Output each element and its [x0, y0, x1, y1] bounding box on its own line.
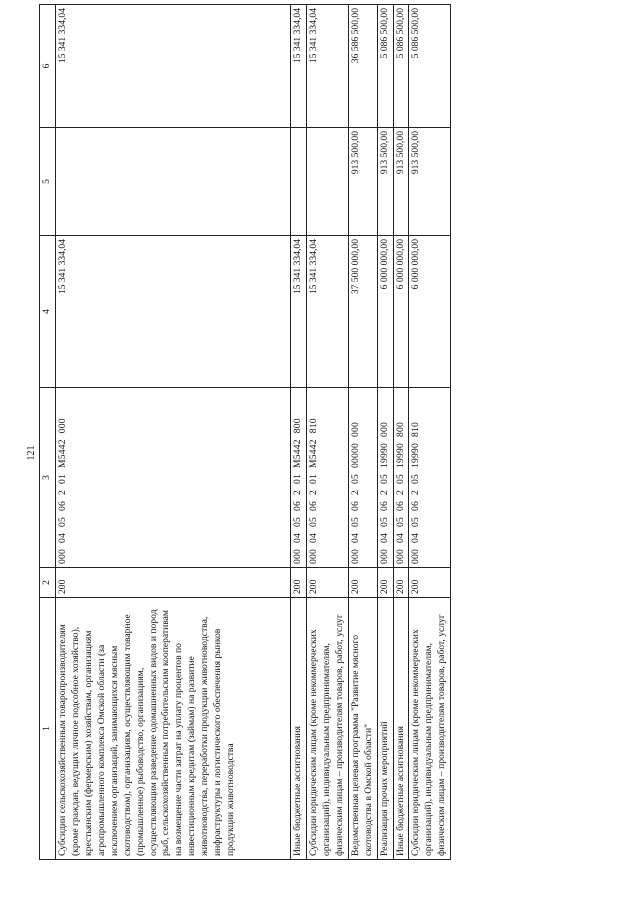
code-segment: 06 [349, 501, 361, 511]
code-segment: 2 [307, 490, 319, 495]
row-amount-col5 [55, 128, 290, 236]
code-segment: 05 [394, 517, 406, 527]
table-row [393, 5, 409, 860]
row-budget-code-cell [55, 388, 290, 568]
table-row [377, 5, 393, 860]
code-segment: 01 [56, 474, 68, 484]
code-segment: 000 [56, 418, 68, 434]
row-name-cell: Субсидии юридическим лицам (кроме некоммерческих организаций), индивидуальным предпринимателям, физическим лицам – производителям товаров, работ, услуг [409, 598, 451, 860]
row-admin-code-cell: 200 [306, 568, 348, 598]
row-amount-col4: 6 000 000,00 [393, 236, 409, 388]
code-segment: 01 [307, 474, 319, 484]
row-budget-code-cell [409, 388, 451, 568]
row-amount-col5 [306, 128, 348, 236]
row-amount-col6: 15 341 334,04 [306, 5, 348, 128]
code-segment: 05 [349, 517, 361, 527]
row-amount-col4: 15 341 334,04 [55, 236, 290, 388]
code-segment: 06 [56, 501, 68, 511]
row-amount-col5: 913 500,00 [393, 128, 409, 236]
table-row [306, 5, 348, 860]
row-name-cell: Иные бюджетные ассигнования [393, 598, 409, 860]
row-amount-col4: 15 341 334,04 [306, 236, 348, 388]
code-segment: 19990 [378, 443, 390, 468]
row-admin-code-cell: 200 [409, 568, 451, 598]
row-admin-code-cell: 200 [348, 568, 377, 598]
code-segment: 000 [349, 422, 361, 438]
code-segment: 000 [307, 549, 319, 564]
code-segment: 000 [378, 422, 390, 438]
code-segment: 05 [291, 517, 303, 527]
row-amount-col5 [290, 128, 306, 236]
table-row [409, 5, 451, 860]
row-admin-code-cell: 200 [55, 568, 290, 598]
code-segment: 810 [410, 422, 422, 438]
row-budget-code-cell [348, 388, 377, 568]
header-cell: 6 [40, 5, 56, 128]
table-row [348, 5, 377, 860]
code-segment: 800 [394, 422, 406, 438]
code-segment: 04 [410, 533, 422, 543]
code-segment: 06 [291, 501, 303, 511]
header-cell: 3 [40, 388, 56, 568]
row-amount-col4: 6 000 000,00 [409, 236, 451, 388]
row-amount-col6: 15 341 334,04 [55, 5, 290, 128]
code-segment: 06 [394, 501, 406, 511]
header-cell: 2 [40, 568, 56, 598]
code-segment: 04 [307, 533, 319, 543]
code-segment: 000 [56, 549, 68, 564]
code-segment: 800 [291, 418, 303, 434]
row-amount-col6: 5 086 500,00 [377, 5, 393, 128]
code-segment: 000 [291, 549, 303, 564]
code-segment: 05 [394, 474, 406, 484]
row-budget-code-cell [290, 388, 306, 568]
row-amount-col6: 5 086 500,00 [409, 5, 451, 128]
row-admin-code-cell: 200 [290, 568, 306, 598]
code-segment: М5442 [307, 439, 319, 468]
row-name-cell: Иные бюджетные ассигнования [290, 598, 306, 860]
code-segment: 05 [378, 517, 390, 527]
row-admin-code-cell: 200 [377, 568, 393, 598]
code-segment: 19990 [394, 443, 406, 468]
header-cell: 5 [40, 128, 56, 236]
code-segment: 2 [410, 490, 422, 495]
code-segment: 000 [394, 549, 406, 564]
table-row [55, 5, 290, 860]
code-segment: 2 [291, 490, 303, 495]
code-segment: 04 [378, 533, 390, 543]
row-budget-code-cell [306, 388, 348, 568]
table-header-row [40, 5, 56, 860]
code-segment: 05 [307, 517, 319, 527]
code-segment: 810 [307, 418, 319, 434]
rotated-table-container [39, 5, 484, 860]
code-segment: 2 [349, 490, 361, 495]
code-segment: 06 [307, 501, 319, 511]
code-segment: 2 [56, 490, 68, 495]
page-number: 121 [26, 445, 37, 461]
code-segment: 01 [291, 474, 303, 484]
code-segment: 05 [56, 517, 68, 527]
code-segment: 06 [378, 501, 390, 511]
row-name-cell: Ведомственная целевая программа "Развитие мясного скотоводства в Омской области" [348, 598, 377, 860]
code-segment: 2 [394, 490, 406, 495]
row-amount-col4: 15 341 334,04 [290, 236, 306, 388]
row-amount-col6: 15 341 334,04 [290, 5, 306, 128]
row-budget-code-cell [393, 388, 409, 568]
row-budget-code-cell [377, 388, 393, 568]
code-segment: 2 [378, 490, 390, 495]
row-amount-col4: 37 500 000,00 [348, 236, 377, 388]
row-name-cell: Реализация прочих мероприятий [377, 598, 393, 860]
code-segment: 04 [394, 533, 406, 543]
code-segment: М5442 [291, 439, 303, 468]
header-cell: 4 [40, 236, 56, 388]
row-amount-col6: 36 586 500,00 [348, 5, 377, 128]
code-segment: 06 [410, 501, 422, 511]
code-segment: 04 [349, 533, 361, 543]
code-segment: М5442 [56, 439, 68, 468]
code-segment: 000 [378, 549, 390, 564]
code-segment: 05 [410, 517, 422, 527]
code-segment: 000 [410, 549, 422, 564]
code-segment: 000 [349, 549, 361, 564]
code-segment: 00000 [349, 443, 361, 468]
budget-table [39, 4, 451, 860]
row-amount-col4: 6 000 000,00 [377, 236, 393, 388]
table-row [290, 5, 306, 860]
row-name-cell: Субсидии сельскохозяйственным товаропроизводителям (кроме граждан, ведущих личное подсобное хозяйство), крестьянским (фермерским) хозяйствам, организациям агропромышленного комплекса Омской области (за исключением организаций, занимающихся мясным скотоводством), организациям, осуществляющим товарное (промышленное) рыбоводство, организациям, осуществляющим разведение одомашненных видов и пород рыб, сельскохозяйственным потребительским кооперативам на возмещение части затрат на уплату процентов по инвестиционным кредитам (займам) на развитие животноводства, переработки продукции животноводства, инфраструктуры и логистического обеспечения рынков продукции животноводства [55, 598, 290, 860]
row-name-cell: Субсидии юридическим лицам (кроме некоммерческих организаций), индивидуальным предпринимателям, физическим лицам – производителям товаров, работ, услуг [306, 598, 348, 860]
code-segment: 05 [349, 474, 361, 484]
code-segment: 04 [56, 533, 68, 543]
header-cell: 1 [40, 598, 56, 860]
row-admin-code-cell: 200 [393, 568, 409, 598]
code-segment: 19990 [410, 443, 422, 468]
row-amount-col5: 913 500,00 [377, 128, 393, 236]
code-segment: 05 [410, 474, 422, 484]
row-amount-col5: 913 500,00 [409, 128, 451, 236]
row-amount-col5: 913 500,00 [348, 128, 377, 236]
code-segment: 04 [291, 533, 303, 543]
row-amount-col6: 5 086 500,00 [393, 5, 409, 128]
code-segment: 05 [378, 474, 390, 484]
